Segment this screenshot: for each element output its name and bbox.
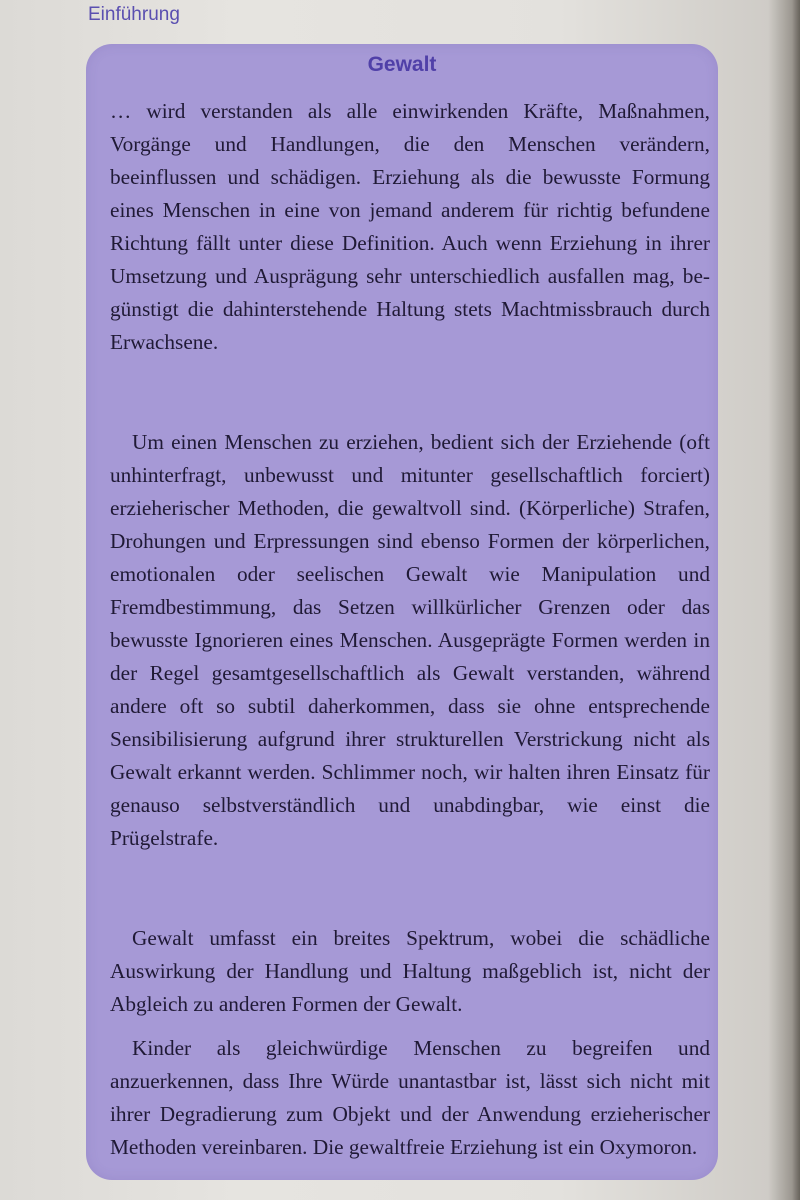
definition-box [86, 44, 718, 1180]
paragraph-1: … wird verstanden als alle einwirkenden Kräfte, Maßnahmen, Vorgänge und Handlungen, die den Menschen verändern, beeinflussen und schädigen. Erziehung als die bewusste Formung eines Menschen in eine von jemand anderem für richtig befundene Richtung fällt unter diese Definition. Auch wenn Erziehung in ihrer Umsetzung und Ausprägung sehr unterschiedlich ausfallen mag, begünstigt die dahinterstehende Haltung stets Machtmissbrauch durch Erwachsene. [110, 99, 710, 354]
paragraph-3: Gewalt umfasst ein breites Spektrum, wobei die schädliche Auswirkung der Handlung und Haltung maßgeblich ist, nicht der Abgleich zu anderen Formen der Gewalt. [110, 926, 710, 1016]
page-gutter [792, 0, 800, 1200]
paragraph-4: Kinder als gleichwürdige Menschen zu begreifen und anzuerkennen, dass Ihre Würde unantastbar ist, lässt sich nicht mit ihrer Degradierung zum Objekt und der Anwendung erzieherischer Methoden vereinbaren. Die gewaltfreie Erziehung ist ein Oxymoron. [110, 1036, 710, 1159]
paragraph-2: Um einen Menschen zu erziehen, bedient sich der Erziehende (oft unhinterfragt, unbewusst und mitunter gesellschaftlich forciert) erzieherischer Methoden, die gewaltvoll sind. (Körperliche) Strafen, Drohungen und Erpressungen sind ebenso Formen der körperlichen, emotionalen oder seelischen Gewalt wie Manipulation und Fremdbestimmung, das Setzen willkürlicher Grenzen oder das bewusste Ignorieren eines Menschen. Ausgeprägte Formen werden in der Regel gesamtgesellschaftlich als Gewalt verstanden, während andere oft so subtil daherkommen, dass sie ohne entsprechende Sensibilisierung aufgrund ihrer strukturellen Verstrickung nicht als Gewalt erkannt werden. Schlimmer noch, wir halten ihren Einsatz für genauso selbstverständlich und unabdingbar, wie einst die Prügelstrafe. [110, 430, 710, 850]
box-title: Gewalt [367, 53, 437, 76]
section-header: Einführung [88, 4, 180, 25]
